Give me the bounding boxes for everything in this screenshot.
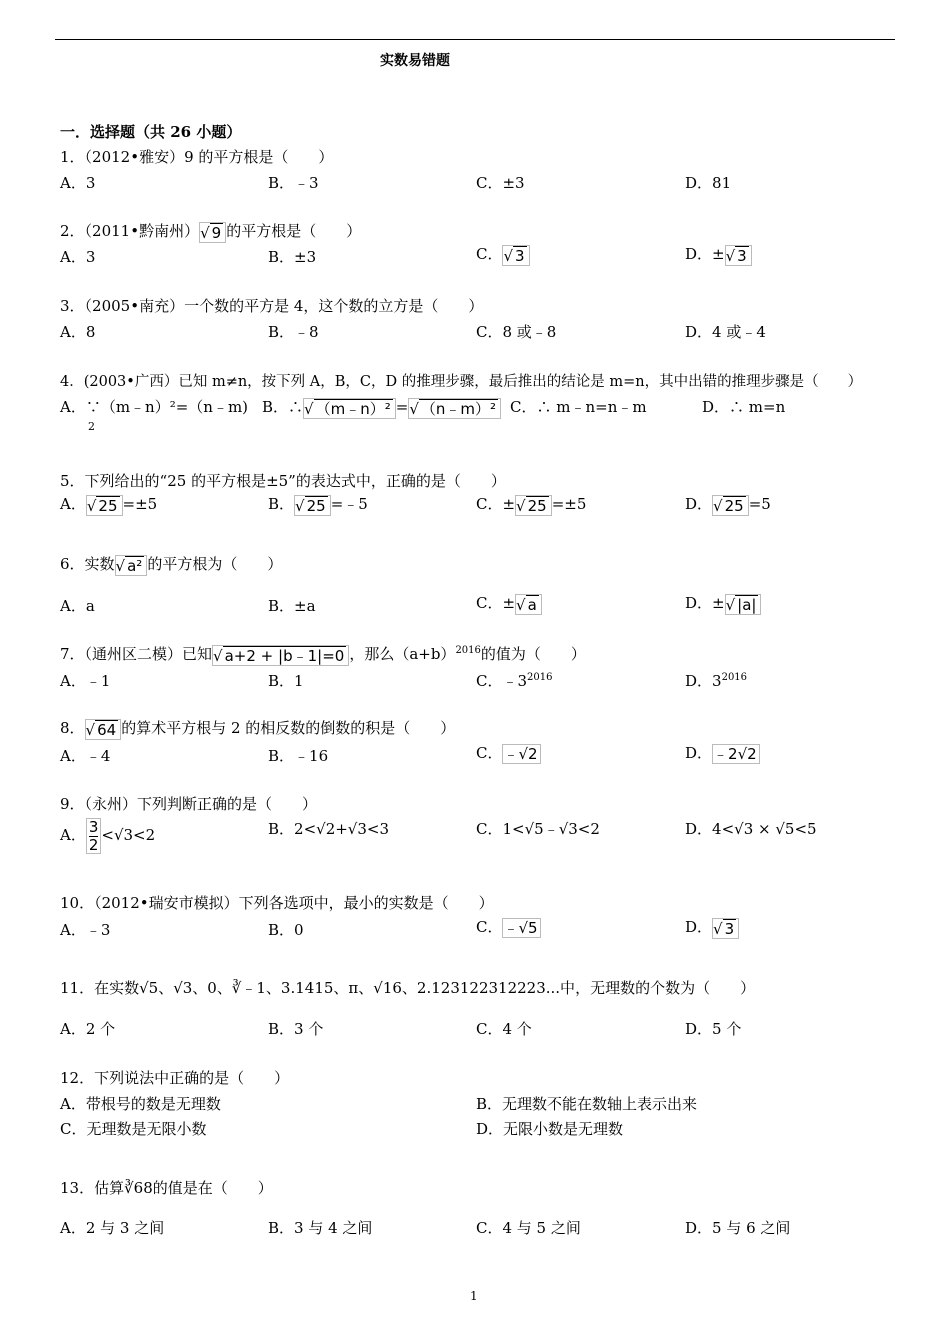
q13-option-b: B．3 与 4 之间 [268,1219,373,1237]
q13-option-a: A．2 与 3 之间 [60,1219,165,1237]
q7-option-c: C．$﹣3^{2016}$ [476,672,553,690]
q11-option-b: B．3 个 [268,1020,324,1038]
q8-option-d: D．﹣2√2 [685,742,760,764]
question-9-stem: 9．（永州）下列判断正确的是（ ） [60,795,318,813]
q11-option-a: A．2 个 [60,1020,116,1038]
q10-option-d: D．√ 3 [685,916,739,939]
q2-option-c: C．√ 3 [476,243,530,266]
q13-option-d: D．5 与 6 之间 [685,1219,791,1237]
question-5-stem: 5．下列给出的“25 的平方根是±5”的表达式中，正确的是（ ） [60,472,506,490]
question-11-stem: 11．在实数√5、√3、0、∛﹣1、3.1415、π、√16、2.123122312223...中，无理数的个数为（ ） [60,979,756,997]
q1-option-b: B．﹣3 [268,174,319,192]
q12-option-a: A．带根号的数是无理数 [60,1095,221,1113]
question-10-stem: 10．（2012•瑞安市模拟）下列各选项中，最小的实数是（ ） [60,894,494,912]
q5-option-b: B．√ 25 =﹣5 [268,495,368,515]
q9-option-d: D．4<√3 × √5<5 [685,820,817,838]
q4-option-c: C．∴ m﹣n=n﹣m [510,398,647,416]
q10-option-a: A．﹣3 [60,921,111,939]
q5-option-d: D．√ 25 =5 [685,495,771,515]
section-heading: 一．选择题（共 26 小题） [60,123,242,141]
q6-option-b: B．±a [268,597,316,615]
question-7-stem: 7．（通州区二模）已知√ a+2 + |b﹣1|=0 ，那么$(a+b)^{2016}$的值为（ ） [60,645,586,665]
q10-option-b: B．0 [268,921,304,939]
q7-option-d: D．$3^{2016}$ [685,672,748,690]
question-6-stem: 6．实数√ a² 的平方根为（ ） [60,555,283,575]
q1-option-d: D．81 [685,174,732,192]
q4-option-a: A．∵（m﹣n）²=（n﹣m) [60,398,249,416]
q9-option-a: A． $\frac{3}{2}$ <√3<2 [60,818,156,854]
q5-option-c: C．±√ 25 =±5 [476,495,587,515]
question-4-stem: 4．(2003•广西）已知 m≠n，按下列 A，B，C，D 的推理步骤，最后推出的结论是 m=n，其中出错的推理步骤是（ ） [60,374,863,390]
q12-option-d: D．无限小数是无理数 [476,1120,624,1138]
question-12-stem: 12．下列说法中正确的是（ ） [60,1069,290,1087]
q3-option-b: B．﹣8 [268,323,319,341]
fraction: $\frac{3}{2}$ [86,818,102,854]
q1-option-c: C．±3 [476,174,525,192]
q8-option-c: C．﹣√2 [476,742,541,764]
q2-option-d: D．±√ 3 [685,243,752,266]
q6-option-d: D．±√ |a| [685,592,761,615]
q9-option-c: C．1<√5﹣√3<2 [476,820,600,838]
question-13-stem: 13．估算∛68的值是在（ ） [60,1179,273,1197]
q13-option-c: C．4 与 5 之间 [476,1219,581,1237]
q3-option-c: C．8 或﹣8 [476,323,557,341]
q1-option-a: A．3 [60,174,96,192]
q12-option-b: B．无理数不能在数轴上表示出来 [476,1095,698,1113]
q11-option-c: C．4 个 [476,1020,532,1038]
question-2-stem: 2．（2011•黔南州）√ 9 的平方根是（ ） [60,222,362,242]
q3-option-d: D．4 或﹣4 [685,323,766,341]
q6-option-c: C．±√ a [476,592,542,615]
q4-option-b: B．∴√ （m﹣n）² =√ （n﹣m）² [262,396,501,419]
q9-option-b: B．2<√2+√3<3 [268,820,390,838]
question-3-stem: 3．（2005•南充）一个数的平方是 4，这个数的立方是（ ） [60,297,484,315]
q8-option-a: A．﹣4 [60,747,111,765]
question-8-stem: 8．√ 64 的算术平方根与 2 的相反数的倒数的积是（ ） [60,719,456,739]
top-rule [55,39,895,40]
q2-option-b: B．±3 [268,248,317,266]
q10-option-c: C．﹣√5 [476,916,541,938]
question-1-stem: 1．（2012•雅安）9 的平方根是（ ） [60,148,334,166]
q8-option-b: B．﹣16 [268,747,329,765]
q12-option-c: C．无理数是无限小数 [60,1120,207,1138]
q7-option-a: A．﹣1 [60,672,111,690]
q4-option-a-sub: 2 [88,420,95,433]
q7-option-b: B．1 [268,672,304,690]
q3-option-a: A．8 [60,323,96,341]
q4-option-d: D．∴ m=n [702,398,786,416]
q11-option-d: D．5 个 [685,1020,742,1038]
page-number: 1 [470,1289,478,1303]
q2-option-a: A．3 [60,248,96,266]
page-title: 实数易错题 [380,53,450,69]
q6-option-a: A．a [60,597,95,615]
q5-option-a: A．√ 25 =±5 [60,495,158,515]
sqrt-expr: √ 9 [199,222,226,243]
